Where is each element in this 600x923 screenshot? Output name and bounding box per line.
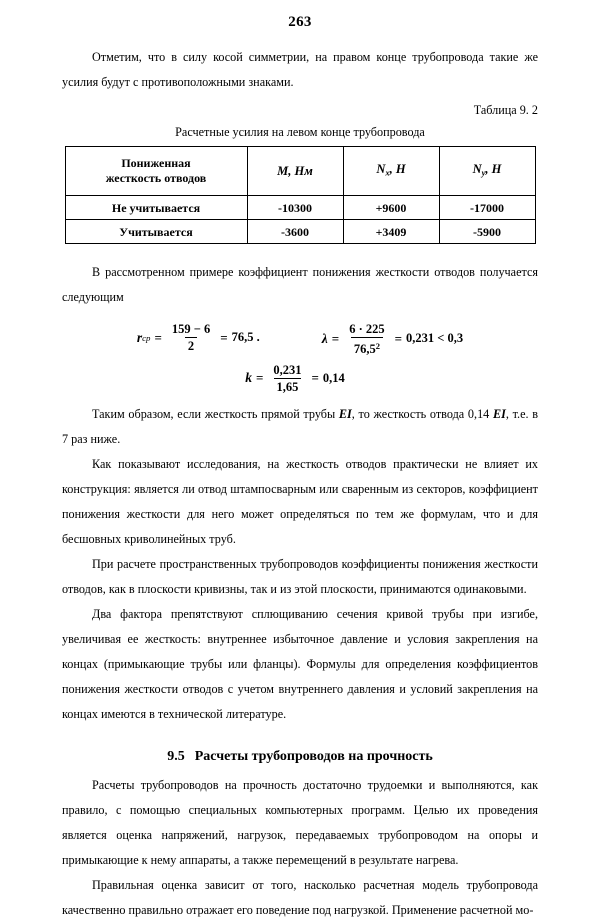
formula-k (245, 363, 345, 394)
formula-lambda-fraction (346, 322, 387, 356)
table-header-row (65, 147, 535, 196)
section-number: 9.5 (167, 748, 185, 764)
formula-r-equals2: = (220, 329, 228, 345)
formula-lambda-denominator-exponent: 2 (375, 341, 380, 351)
header-force-x-subscript: x (385, 167, 390, 178)
formula-lambda (322, 322, 463, 356)
header-moment-symbol: M (277, 163, 289, 178)
formula-r-symbol: r (136, 329, 143, 345)
row-moment-value: -10300 (247, 196, 343, 220)
stiffness-paragraph (62, 402, 538, 452)
spatial-paragraph: При расчете пространственных трубопроводов коэффициенты понижения жесткости отводов, как в плоскости кривизны, так и из этой плоскости, принимаются одинаковыми. (62, 556, 538, 596)
formula-r-mean (137, 322, 260, 353)
formula-lambda-denominator (351, 337, 383, 356)
coefficient-paragraph: В рассмотренном примере коэффициент понижения жесткости отводов получается следующим (62, 265, 538, 304)
header-stiffness (65, 147, 247, 196)
formula-r-numerator: 159 − 6 (171, 322, 211, 336)
row-force-x-value: +3409 (343, 220, 439, 244)
strength-paragraph: Расчеты трубопроводов на прочность достаточно трудоемки и выполняются, как правило, с помощью специальных компьютерных программ. Целью их проведения является оценка напряжений, нагрузок, передаваемых трубопроводом на опоры и примыкающие к нему аппараты, а также перемещений в результате нагрева. (62, 777, 538, 867)
spacer (62, 394, 538, 402)
header-force-x-symbol: N (376, 161, 386, 176)
forces-table (65, 146, 536, 244)
spacer (62, 244, 538, 260)
table-row (65, 220, 535, 244)
header-force-y-subscript: y (481, 167, 486, 178)
formula-lambda-equals2: = (394, 330, 403, 346)
header-stiffness-line1: Пониженная (121, 156, 191, 170)
formula-r-result: 76,5 . (231, 330, 260, 344)
formula-lambda-denominator-base: 76,5 (353, 341, 376, 356)
header-force-y: $N_y$, Н (439, 147, 535, 196)
row-force-y-value: -5900 (439, 220, 535, 244)
section-title: Расчеты трубопроводов на прочность (194, 748, 433, 764)
formula-lambda-numerator: 6 · 225 (349, 322, 385, 336)
correct-estimate-paragraph: Правильная оценка зависит от того, насколько расчетная модель трубопровода качественно правильно отражает его поведение под нагрузкой. Применение расчетной мо- (62, 877, 538, 917)
formula-k-equals2: = (311, 370, 319, 386)
formula-r-subscript: ср (142, 332, 151, 343)
stiffness-text-after: , т.е. в 7 раз ниже. (62, 406, 539, 446)
formula-row-primary (62, 322, 538, 356)
header-moment: M, Нм (247, 147, 343, 196)
formula-lambda-symbol: λ (321, 330, 328, 346)
formula-row-secondary (62, 363, 538, 394)
header-force-y-symbol: N (472, 161, 482, 176)
section-heading (62, 749, 538, 765)
row-force-x-value: +9600 (343, 196, 439, 220)
row-moment-value: -3600 (247, 220, 343, 244)
row-force-y-value: -17000 (439, 196, 535, 220)
header-moment-unit: Нм (294, 163, 313, 178)
stiffness-text-before: Таким образом, если жесткость прямой трубы (92, 406, 339, 421)
stiffness-ei-first: EI (338, 406, 352, 421)
formula-k-fraction (270, 363, 304, 394)
formula-k-equals: = (255, 370, 264, 386)
table-caption: Расчетные усилия на левом конце трубопровода (175, 125, 425, 139)
page-number: 263 (288, 14, 312, 30)
row-label: Не учитывается (65, 196, 247, 220)
header-force-x: $N_x$, Н (343, 147, 439, 196)
formula-k-numerator: 0,231 (273, 362, 302, 377)
header-force-y-unit: Н (491, 161, 502, 176)
header-force-x-unit: Н (395, 161, 406, 176)
table-row (65, 196, 535, 220)
table-label: Таблица 9. 2 (473, 103, 538, 117)
intro-paragraph: Отметим, что в силу косой симметрии, на правом конце трубопровода такие же усилия будут с противоположными знаками. (62, 50, 538, 89)
formula-lambda-result: 0,231 < 0,3 (406, 331, 464, 346)
stiffness-ei-second: EI (492, 406, 506, 421)
formula-k-denominator: 1,65 (274, 378, 302, 394)
formula-k-result: 0,14 (322, 370, 345, 385)
stiffness-text-middle: , то жесткость отвода 0,14 (351, 406, 493, 421)
formula-lambda-equals: = (331, 330, 340, 346)
formula-r-fraction (169, 322, 213, 353)
factors-paragraph: Два фактора препятствуют сплющиванию сечения кривой трубы при изгибе, увеличивая ее жесткость: внутреннее избыточное давление и условия закрепления на концах (примыкающие трубы или фланцы). Формулы для определения коэффициентов понижения жесткости отводов с учетом внутреннего давления и условий закрепления на концах имеются в технической литературе. (62, 606, 538, 721)
formula-r-equals: = (154, 329, 162, 345)
formula-k-symbol: k (245, 370, 252, 386)
research-paragraph: Как показывают исследования, на жесткость отводов практически не влияет их конструкция: является ли отвод штампосварным или сваренным из секторов, коэффициент понижения жесткости для него может определяться по тем же формулам, что и для бесшовных криволинейных труб. (62, 456, 538, 546)
header-stiffness-line2: жесткость отводов (105, 171, 207, 185)
formula-r-denominator: 2 (185, 337, 197, 353)
row-label: Учитывается (65, 220, 247, 244)
